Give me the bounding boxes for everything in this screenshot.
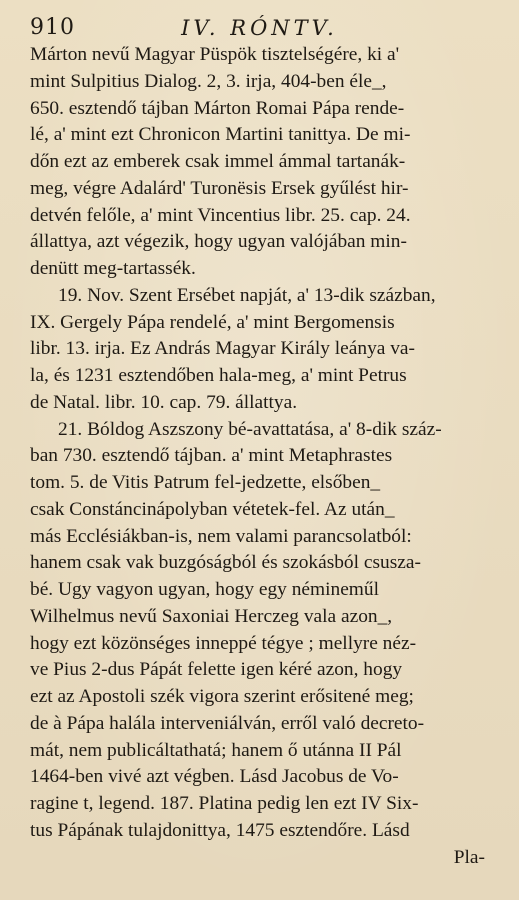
text-line: bé. Ugy vagyon ugyan, hogy egy némineműl xyxy=(30,579,379,600)
text-line: detvén felőle, a' mint Vincentius libr. 25. cap. 24. xyxy=(30,204,411,226)
text-line: meg, végre Adalárd' Turonësis Ersek gyűlést hir- xyxy=(30,177,409,199)
text-line: tus Pápának tulajdonittya, 1475 esztendőre. Lásd xyxy=(30,819,410,841)
text-line: más Ecclésiákban-is, nem valami parancsolatból: xyxy=(30,525,412,547)
paragraph-start-line: 19. Nov. Szent Ersébet napját, a' 13-dik százban, xyxy=(58,284,436,306)
text-line: denütt meg-tartassék. xyxy=(30,258,196,279)
text-line: állattya, azt végezik, hogy ugyan valójában min- xyxy=(30,231,407,253)
text-line: de à Pápa halála interveniálván, erről való decreto- xyxy=(30,712,425,734)
text-line: hogy ezt közönséges inneppé tégye ; mellyre néz- xyxy=(30,632,417,654)
running-title: IV. RÓNTV. xyxy=(181,16,338,40)
text-line: ve Pius 2-dus Pápát felette igen kéré azon, hogy xyxy=(30,659,403,681)
text-line: Wilhelmus nevű Saxoniai Herczeg vala azon_, xyxy=(30,605,393,627)
text-line: mint Sulpitius Dialog. 2, 3. irja, 404-ben éle_, xyxy=(30,70,387,92)
paragraph-start-line: 21. Bóldog Aszszony bé-avattatása, a' 8-dik száz- xyxy=(58,418,442,440)
text-line: dőn ezt az emberek csak immel ámmal tartanák- xyxy=(30,151,406,172)
text-line: hanem csak vak buzgóságból és szokásból csusza- xyxy=(30,552,421,574)
text-line: Márton nevű Magyar Püspök tisztelségére, ki a' xyxy=(30,44,400,65)
text-line: IX. Gergely Pápa rendelé, a' mint Bergomensis xyxy=(30,311,395,333)
text-line: ragine t, legend. 187. Platina pedig len ezt IV Six- xyxy=(30,793,419,814)
text-line: csak Constáncinápolyban vétetek-fel. Az után_ xyxy=(30,498,395,520)
text-line: libr. 13. irja. Ez András Magyar Király leánya va- xyxy=(30,338,415,360)
catchword: Pla- xyxy=(453,846,485,868)
page-header xyxy=(30,14,489,42)
text-line: tom. 5. de Vitis Patrum fel-jedzette, elsőben_ xyxy=(30,472,381,493)
page-number: 910 xyxy=(30,15,75,40)
text-line: 1464-ben vivé azt végben. Lásd Jacobus de Vo- xyxy=(30,766,399,788)
text-line: lé, a' mint ezt Chronicon Martini tanittya. De mi- xyxy=(30,124,411,146)
text-line: la, és 1231 esztendőben hala-meg, a' mint Petrus xyxy=(30,365,407,386)
text-line: ban 730. esztendő tájban. a' mint Metaphrastes xyxy=(30,445,393,467)
text-line: 650. esztendő tájban Márton Romai Pápa rende- xyxy=(30,97,405,119)
text-line: de Natal. libr. 10. cap. 79. állattya. xyxy=(30,391,298,413)
body-text xyxy=(30,42,489,871)
text-line: mát, nem publicáltathatá; hanem ő utánna II Pál xyxy=(30,739,402,761)
text-line: ezt az Apostoli szék vigora szerint erősitené meg; xyxy=(30,686,414,707)
